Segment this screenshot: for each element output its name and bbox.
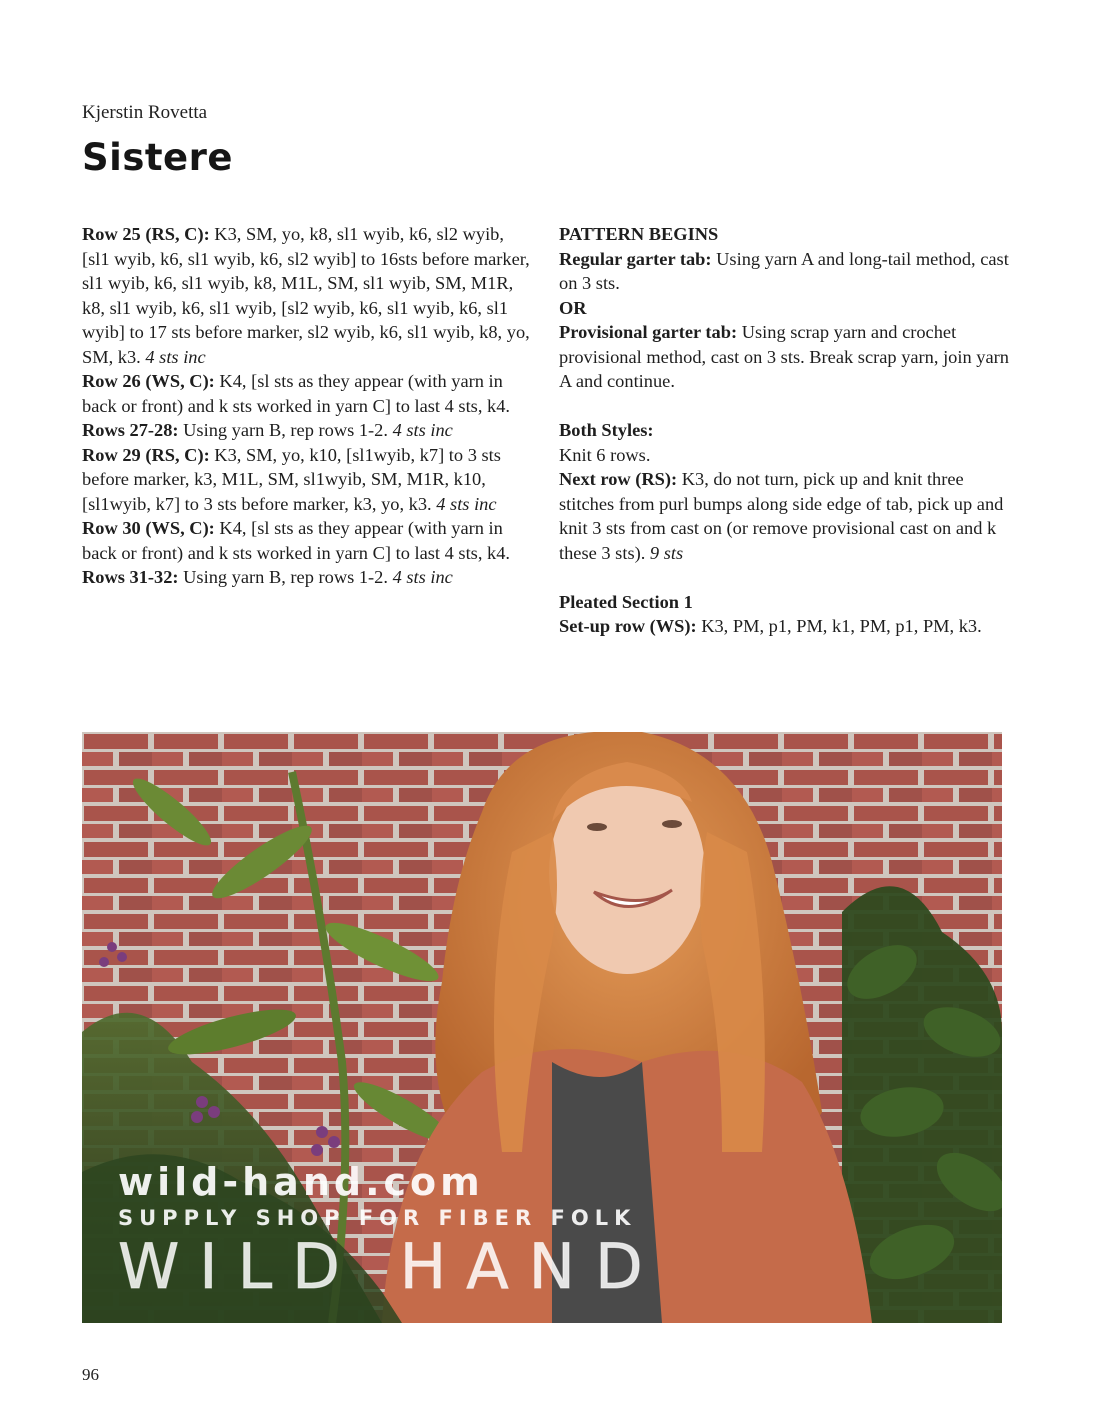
section-heading: Pleated Section 1 bbox=[559, 591, 693, 612]
regular-garter-tab: Regular garter tab: Using yarn A and long-tail method, cast on 3 sts. bbox=[559, 248, 1009, 293]
model-photo bbox=[82, 732, 1002, 1323]
section-heading: Both Styles: bbox=[559, 420, 654, 440]
provisional-garter-tab: Provisional garter tab: Using scrap yarn and crochet provisional method, cast on 3 sts. Break scrap yarn, join yarn A and continue. bbox=[559, 322, 1009, 391]
page-number: 96 bbox=[82, 1365, 99, 1384]
watermark-url: wild-hand.com bbox=[118, 1160, 484, 1204]
watermark-tagline: SUPPLY SHOP FOR FIBER FOLK bbox=[118, 1206, 637, 1230]
knit-rows: Knit 6 rows. bbox=[559, 444, 651, 465]
left-column bbox=[82, 222, 532, 590]
row-instruction: Rows 31-32: Using yarn B, rep rows 1-2. 4 sts inc bbox=[82, 567, 453, 587]
or-label: OR bbox=[559, 297, 587, 318]
author-name: Kjerstin Rovetta bbox=[82, 102, 208, 123]
next-row: Next row (RS): K3, do not turn, pick up and knit three stitches from purl bumps along side edge of tab, pick up and knit 3 sts from cast on (or remove provisional cast on and k these 3 sts). 9 sts bbox=[559, 469, 1004, 563]
watermark-brand: WILD HAND bbox=[118, 1230, 663, 1303]
pattern-title: Sistere bbox=[82, 136, 233, 179]
row-instruction: Row 29 (RS, C): K3, SM, yo, k10, [sl1wyib, k7] to 3 sts before marker, k3, M1L, SM, sl1wyib, SM, M1R, k10, [sl1wyib, k7] to 3 sts before marker, k3, yo, k3. 4 sts inc bbox=[82, 444, 501, 514]
section-heading: PATTERN BEGINS bbox=[559, 224, 719, 244]
right-column bbox=[559, 222, 1009, 639]
row-instruction: Row 25 (RS, C): K3, SM, yo, k8, sl1 wyib, k6, sl2 wyib, [sl1 wyib, k6, sl1 wyib, k6, sl2 wyib] to 16sts before marker, sl1 wyib, k6, sl1 wyib, k8, M1L, SM, sl1 wyib, SM, M1R, k8, sl1 wyib, k6, sl1 wyib, [sl2 wyib, k6, sl1 wyib, k6, sl1 wyib] to 17 sts before marker, sl2 wyib, k6, sl1 wyib, k8, yo, SM, k3. 4 sts inc bbox=[82, 224, 530, 367]
row-instruction: Row 26 (WS, C): K4, [sl sts as they appear (with yarn in back or front) and k sts worked in yarn C] to last 4 sts, k4. bbox=[82, 371, 511, 416]
row-instruction: Row 30 (WS, C): K4, [sl sts as they appear (with yarn in back or front) and k sts worked in yarn C] to last 4 sts, k4. bbox=[82, 518, 511, 563]
setup-row: Set-up row (WS): K3, PM, p1, PM, k1, PM, p1, PM, k3. bbox=[559, 616, 982, 636]
row-instruction: Rows 27-28: Using yarn B, rep rows 1-2. 4 sts inc bbox=[82, 420, 453, 440]
